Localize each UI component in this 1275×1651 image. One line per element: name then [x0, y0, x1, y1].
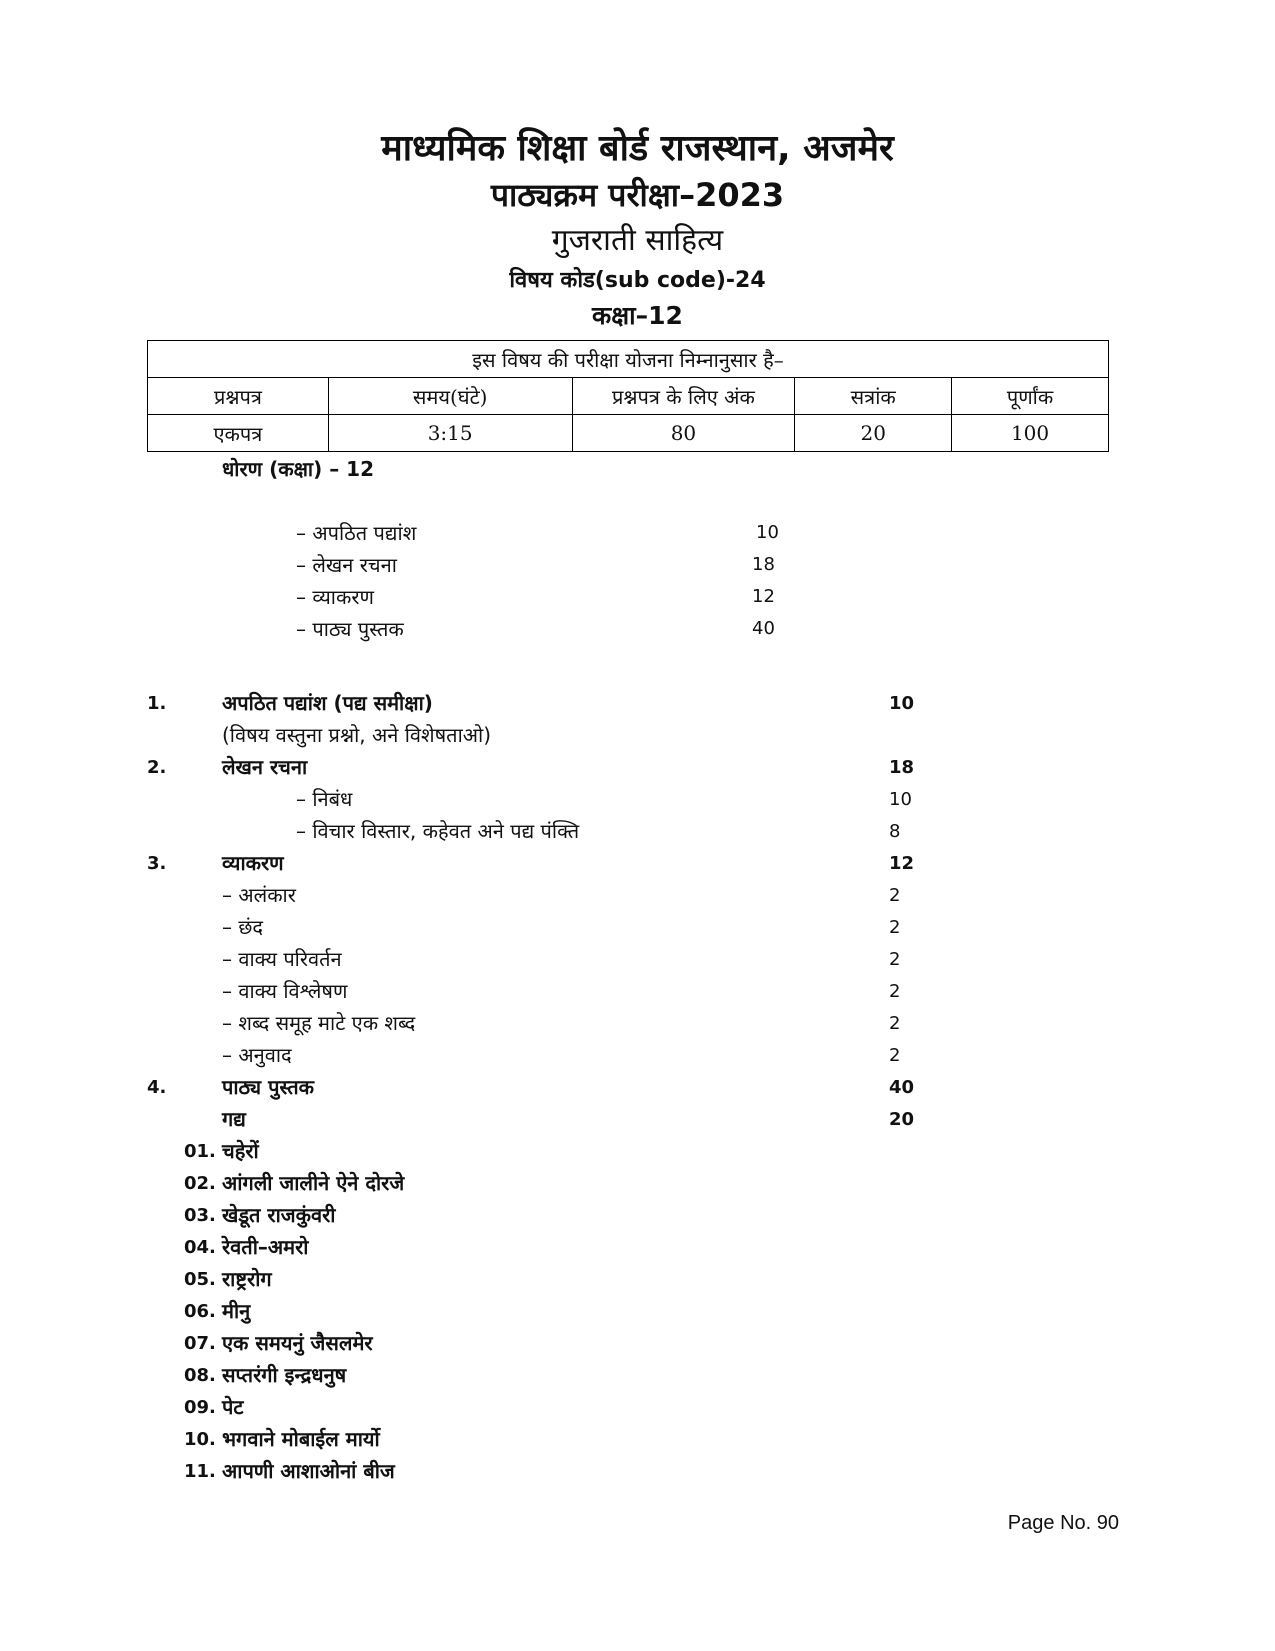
section-title: पाठ्य पुस्तक [222, 1075, 314, 1099]
lesson-number: 08. [184, 1365, 216, 1386]
summary-label: – लेखन रचना [296, 553, 397, 577]
summary-label: – पाठ्य पुस्तक [296, 617, 404, 641]
item-marks: 8 [889, 821, 901, 842]
table-header-cell: सत्रांक [795, 378, 952, 415]
lesson-number: 07. [184, 1333, 216, 1354]
lesson-number: 03. [184, 1205, 216, 1226]
section-title: लेखन रचना [222, 755, 308, 779]
board-title: माध्यमिक शिक्षा बोर्ड राजस्थान, अजमेर [381, 128, 894, 169]
table-cell: 80 [572, 415, 795, 452]
lesson-number: 11. [184, 1461, 216, 1482]
section-marks: 40 [889, 1077, 915, 1098]
section-title: व्याकरण [222, 851, 284, 875]
exam-scheme-table [147, 340, 1109, 452]
item-marks: 2 [889, 1013, 901, 1034]
lesson-title: राष्ट्ररोग [222, 1267, 272, 1291]
table-cell: 100 [952, 415, 1109, 452]
summary-marks: 40 [752, 618, 775, 639]
summary-marks: 18 [752, 554, 775, 575]
lesson-number: 10. [184, 1429, 216, 1450]
lesson-title: मीनु [222, 1299, 251, 1323]
item-label: – निबंध [296, 787, 353, 811]
item-label: – वाक्य विश्लेषण [222, 979, 348, 1003]
item-label: – शब्द समूह माटे एक शब्द [222, 1011, 416, 1035]
subject-code: विषय कोड(sub code)-24 [509, 268, 766, 293]
table-header-row [148, 378, 1109, 415]
class-title: कक्षा–12 [592, 301, 683, 330]
table-header-cell: समय(घंटे) [328, 378, 572, 415]
exam-title: पाठ्यक्रम परीक्षा–2023 [490, 176, 785, 214]
lesson-number: 01. [184, 1141, 216, 1162]
summary-label: – व्याकरण [296, 585, 374, 609]
section-note: (विषय वस्तुना प्रश्नो, अने विशेषताओ) [222, 723, 492, 747]
lesson-title: आपणी आशाओनां बीज [222, 1459, 395, 1483]
subsection-marks: 20 [889, 1109, 915, 1130]
section-number: 4. [147, 1077, 167, 1098]
section-number: 2. [147, 757, 167, 778]
subject-title: गुजराती साहित्य [551, 223, 724, 258]
table-header-cell: पूर्णांक [952, 378, 1109, 415]
item-label: – अलंकार [222, 883, 296, 907]
summary-label: – अपठित पद्यांश [296, 521, 417, 545]
lesson-number: 02. [184, 1173, 216, 1194]
item-marks: 2 [889, 949, 901, 970]
table-cell: एकपत्र [148, 415, 329, 452]
lesson-title: आंगली जालीने ऐने दोरजे [222, 1171, 405, 1195]
page-number: Page No. 90 [1007, 1512, 1119, 1534]
standard-heading: धोरण (कक्षा) – 12 [222, 457, 375, 481]
item-marks: 2 [889, 1045, 901, 1066]
item-marks: 2 [889, 981, 901, 1002]
item-marks: 2 [889, 885, 901, 906]
lesson-title: एक समयनुं जैसलमेर [222, 1331, 373, 1355]
table-header-cell: प्रश्नपत्र के लिए अंक [572, 378, 795, 415]
summary-marks: 10 [756, 522, 779, 543]
lesson-number: 05. [184, 1269, 216, 1290]
lesson-title: सप्तरंगी इन्द्रधनुष [222, 1363, 347, 1387]
lesson-number: 09. [184, 1397, 216, 1418]
table-cell: 3:15 [328, 415, 572, 452]
lesson-number: 04. [184, 1237, 216, 1258]
lesson-title: रेवती–अमरो [222, 1235, 309, 1259]
item-label: – छंद [222, 915, 263, 939]
section-number: 1. [147, 693, 167, 714]
lesson-number: 06. [184, 1301, 216, 1322]
section-marks: 10 [889, 693, 915, 714]
lesson-title: भगवाने मोबाईल मार्यो [222, 1427, 380, 1451]
item-label: – वाक्य परिवर्तन [222, 947, 342, 971]
table-row [148, 415, 1109, 452]
subsection-title: गद्य [222, 1107, 246, 1131]
lesson-title: पेट [222, 1395, 244, 1419]
section-marks: 18 [889, 757, 915, 778]
item-marks: 2 [889, 917, 901, 938]
lesson-title: खेडूत राजकुंवरी [222, 1203, 336, 1227]
table-caption: इस विषय की परीक्षा योजना निम्नानुसार है– [148, 341, 1109, 378]
item-label: – अनुवाद [222, 1043, 292, 1067]
section-title: अपठित पद्यांश (पद्य समीक्षा) [222, 691, 433, 715]
section-marks: 12 [889, 853, 915, 874]
table-cell: 20 [795, 415, 952, 452]
lesson-title: चहेरों [222, 1139, 259, 1163]
item-marks: 10 [889, 789, 912, 810]
table-header-cell: प्रश्नपत्र [148, 378, 329, 415]
summary-marks: 12 [752, 586, 775, 607]
section-number: 3. [147, 853, 167, 874]
item-label: – विचार विस्तार, कहेवत अने पद्य पंक्ति [296, 819, 580, 843]
